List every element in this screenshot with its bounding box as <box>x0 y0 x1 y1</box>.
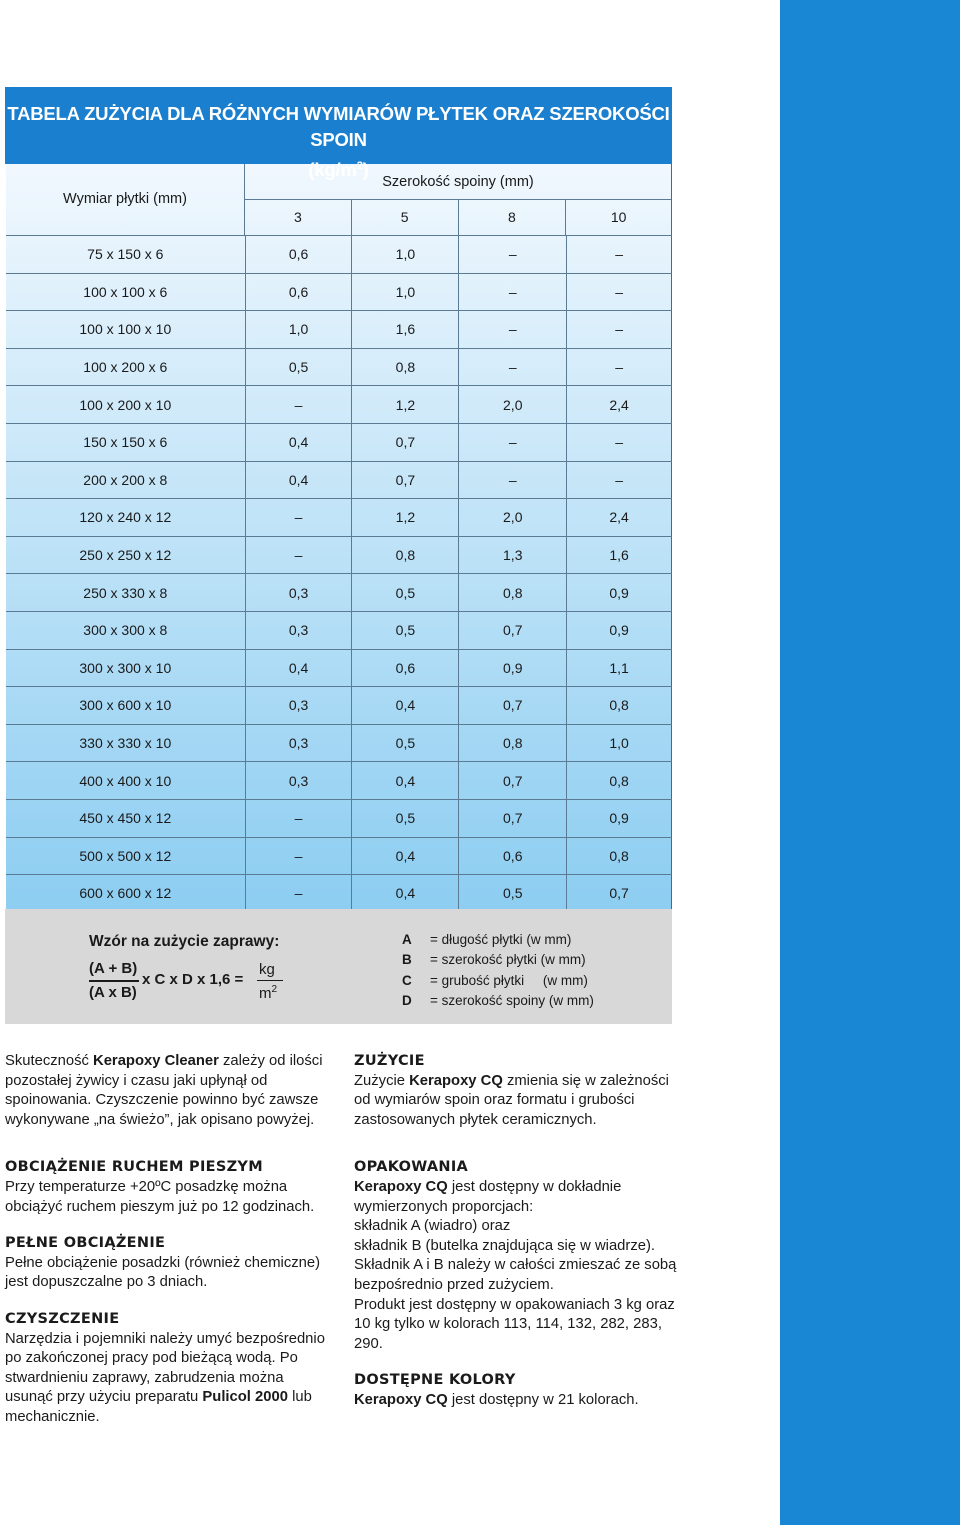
consumption-cell: 1,0 <box>352 274 459 311</box>
consumption-cell: 0,5 <box>459 875 567 911</box>
consumption-table <box>5 87 672 913</box>
consumption-cell: – <box>246 875 353 911</box>
consumption-cell: 0,8 <box>567 687 672 724</box>
table-row <box>6 349 672 387</box>
consumption-cell: 0,6 <box>246 274 353 311</box>
consumption-cell: 0,7 <box>459 687 567 724</box>
heading-packaging: OPAKOWANIA <box>354 1159 469 1176</box>
tile-size-cell: 100 x 100 x 6 <box>6 274 246 311</box>
consumption-cell: 0,7 <box>459 800 567 837</box>
tile-size-cell: 150 x 150 x 6 <box>6 424 246 461</box>
tile-size-cell: 120 x 240 x 12 <box>6 499 246 536</box>
consumption-cell: 0,4 <box>246 650 353 687</box>
packaging-paragraph-5: Produkt jest dostępny w opakowaniach 3 kg oraz 10 kg tylko w kolorach 113, 114, 132, 282, 283, 290. <box>354 1296 675 1352</box>
consumption-cell: 1,6 <box>567 537 672 574</box>
consumption-cell: 0,3 <box>246 687 353 724</box>
consumption-cell: 0,7 <box>352 462 459 499</box>
consumption-cell: – <box>246 838 353 875</box>
table-row <box>6 236 672 274</box>
consumption-cell: – <box>459 274 567 311</box>
left-text-column <box>5 1052 325 1428</box>
column-header: 8 <box>459 200 567 235</box>
consumption-cell: – <box>459 236 567 273</box>
packaging-paragraph-2: składnik A (wiadro) oraz <box>354 1218 511 1235</box>
packaging-paragraph-3: składnik B (butelka znajdująca się w wiadrze). <box>354 1237 656 1254</box>
consumption-cell: – <box>246 386 353 423</box>
unit-numerator: kg <box>259 961 275 978</box>
consumption-cell: – <box>567 236 672 273</box>
tile-size-cell: 200 x 200 x 8 <box>6 462 246 499</box>
table-header <box>6 164 672 236</box>
cleaner-paragraph: Skuteczność Kerapoxy Cleaner zależy od ilości pozostałej żywicy i czasu jaki upłynął od spoinowania. Czyszczenie powinno być zawsze wykonywane „na świeżo”, jak opisano powyżej. <box>5 1053 323 1128</box>
tile-size-cell: 330 x 330 x 10 <box>6 725 246 762</box>
consumption-cell: 0,5 <box>352 725 459 762</box>
consumption-cell: – <box>459 462 567 499</box>
consumption-cell: 0,7 <box>459 612 567 649</box>
consumption-cell: 0,3 <box>246 725 353 762</box>
consumption-cell: 0,6 <box>459 838 567 875</box>
consumption-cell: – <box>567 424 672 461</box>
consumption-cell: 0,5 <box>352 612 459 649</box>
fraction-line <box>89 980 139 982</box>
column-header: 5 <box>352 200 459 235</box>
consumption-cell: 1,3 <box>459 537 567 574</box>
consumption-cell: 0,3 <box>246 612 353 649</box>
consumption-cell: 1,0 <box>352 236 459 273</box>
consumption-cell: 1,0 <box>567 725 672 762</box>
consumption-cell: 0,8 <box>352 537 459 574</box>
heading-cleaning: CZYSZCZENIE <box>5 1310 120 1327</box>
consumption-cell: 0,7 <box>459 762 567 799</box>
table-grid <box>5 164 672 913</box>
tile-size-cell: 300 x 300 x 10 <box>6 650 246 687</box>
tile-size-cell: 250 x 250 x 12 <box>6 537 246 574</box>
table-row <box>6 462 672 500</box>
table-row <box>6 499 672 537</box>
consumption-cell: 0,6 <box>352 650 459 687</box>
consumption-cell: 2,4 <box>567 386 672 423</box>
tile-size-cell: 600 x 600 x 12 <box>6 875 246 911</box>
right-text-column <box>354 1052 684 1411</box>
table-title-line1: TABELA ZUŻYCIA DLA RÓŻNYCH WYMIARÓW PŁYTEK ORAZ SZEROKOŚCI SPOIN <box>7 103 670 150</box>
consumption-cell: 1,6 <box>352 311 459 348</box>
consumption-cell: – <box>567 349 672 386</box>
formula-numerator: (A + B) <box>89 960 138 977</box>
tile-size-cell: 450 x 450 x 12 <box>6 800 246 837</box>
consumption-cell: 0,4 <box>352 875 459 911</box>
table-title <box>5 87 672 181</box>
consumption-cell: 0,9 <box>459 650 567 687</box>
table-row <box>6 650 672 688</box>
table-body <box>6 236 672 913</box>
foot-traffic-paragraph: Przy temperaturze +20ºC posadzkę można obciążyć ruchem pieszym już po 12 godzinach. <box>5 1178 315 1215</box>
tile-size-cell: 100 x 200 x 10 <box>6 386 246 423</box>
consumption-cell: – <box>567 274 672 311</box>
side-color-bar <box>780 0 960 1525</box>
table-row <box>6 762 672 800</box>
formula-box <box>5 909 672 1024</box>
consumption-cell: 0,8 <box>459 574 567 611</box>
consumption-cell: 0,3 <box>246 574 353 611</box>
definition-b: B = szerokość płytki (w mm) <box>402 952 586 968</box>
consumption-cell: – <box>459 349 567 386</box>
column-headers <box>245 200 671 235</box>
consumption-cell: 0,5 <box>246 349 353 386</box>
tile-size-cell: 400 x 400 x 10 <box>6 762 246 799</box>
heading-usage: ZUŻYCIE <box>354 1053 425 1069</box>
row-header-label: Wymiar płytki (mm) <box>6 164 245 235</box>
definition-a: A = długość płytki (w mm) <box>402 932 572 947</box>
consumption-cell: 0,4 <box>352 838 459 875</box>
tile-size-cell: 100 x 100 x 10 <box>6 311 246 348</box>
table-row <box>6 612 672 650</box>
unit-fraction-line <box>257 980 283 981</box>
tile-size-cell: 100 x 200 x 6 <box>6 349 246 386</box>
consumption-cell: 0,5 <box>352 574 459 611</box>
consumption-cell: – <box>246 499 353 536</box>
colors-paragraph: Kerapoxy CQ jest dostępny w 21 kolorach. <box>354 1391 639 1408</box>
table-row <box>6 838 672 876</box>
table-row <box>6 687 672 725</box>
consumption-cell: 0,8 <box>352 349 459 386</box>
consumption-cell: 0,6 <box>246 236 353 273</box>
consumption-cell: 0,9 <box>567 574 672 611</box>
definition-c: C = grubość płytki (w mm) <box>402 972 588 988</box>
formula-denominator: (A x B) <box>89 984 137 1001</box>
unit-denominator: $m^2$ <box>259 984 278 1002</box>
column-header: 3 <box>245 200 352 235</box>
joint-width-header <box>245 164 672 235</box>
consumption-cell: 1,2 <box>352 386 459 423</box>
table-row <box>6 574 672 612</box>
consumption-cell: – <box>246 800 353 837</box>
consumption-cell: 0,4 <box>352 762 459 799</box>
consumption-cell: 0,5 <box>352 800 459 837</box>
tile-size-cell: 500 x 500 x 12 <box>6 838 246 875</box>
table-title-unit: $(kg/m^2)$ <box>308 159 369 181</box>
consumption-cell: 0,7 <box>567 875 672 911</box>
consumption-cell: 2,0 <box>459 386 567 423</box>
heading-colors: DOSTĘPNE KOLORY <box>354 1372 516 1389</box>
table-row <box>6 386 672 424</box>
consumption-cell: 0,9 <box>567 800 672 837</box>
formula-title: Wzór na zużycie zaprawy: <box>89 933 280 950</box>
consumption-cell: 0,8 <box>459 725 567 762</box>
consumption-cell: – <box>567 462 672 499</box>
variable-definitions <box>402 930 594 1011</box>
table-row <box>6 311 672 349</box>
consumption-cell: 0,8 <box>567 838 672 875</box>
column-header: 10 <box>610 209 627 226</box>
table-row <box>6 274 672 312</box>
tile-size-cell: 300 x 600 x 10 <box>6 687 246 724</box>
table-row <box>6 725 672 763</box>
tile-size-cell: 75 x 150 x 6 <box>6 236 246 273</box>
consumption-cell: 0,4 <box>352 687 459 724</box>
consumption-cell: 2,4 <box>567 499 672 536</box>
consumption-cell: 1,1 <box>567 650 672 687</box>
cleaning-paragraph: Narzędzia i pojemniki należy umyć bezpośrednio po zakończonej pracy pod bieżącą wodą. Po stwardnieniu zaprawy, zabrudzenia można usunąć przy użyciu preparatu Pulicol 2000 lub mechanicznie. <box>5 1330 325 1425</box>
definition-d: D = szerokość spoiny (w mm) <box>402 992 594 1008</box>
group-header-label: Szerokość spoiny (mm) <box>245 164 671 200</box>
tile-size-cell: 250 x 330 x 8 <box>6 574 246 611</box>
consumption-cell: 0,3 <box>246 762 353 799</box>
packaging-paragraph-1: Kerapoxy CQ jest dostępny w dokładnie wymierzonych proporcjach: <box>354 1178 622 1215</box>
packaging-paragraph-4: Składnik A i B należy w całości zmieszać ze sobą bezpośrednio przed zużyciem. <box>354 1257 677 1293</box>
heading-full-load: PEŁNE OBCIĄŻENIE <box>5 1235 166 1252</box>
consumption-cell: – <box>567 311 672 348</box>
consumption-cell: 1,2 <box>352 499 459 536</box>
tile-size-cell: 300 x 300 x 8 <box>6 612 246 649</box>
table-row <box>6 800 672 838</box>
table-row <box>6 875 672 913</box>
consumption-cell: – <box>246 537 353 574</box>
table-row <box>6 424 672 462</box>
consumption-cell: 0,4 <box>246 424 353 461</box>
consumption-cell: 0,4 <box>246 462 353 499</box>
full-load-paragraph: Pełne obciążenie posadzki (również chemiczne) jest dopuszczalne po 3 dniach. <box>5 1254 321 1291</box>
consumption-cell: – <box>459 311 567 348</box>
table-row <box>6 537 672 575</box>
consumption-cell: 0,9 <box>567 612 672 649</box>
usage-paragraph: Zużycie Kerapoxy CQ zmienia się w zależności od wymiarów spoin oraz formatu i grubości zastosowanych płytek ceramicznych. <box>354 1072 669 1128</box>
consumption-cell: 2,0 <box>459 499 567 536</box>
consumption-cell: 1,0 <box>246 311 353 348</box>
consumption-cell: 0,7 <box>352 424 459 461</box>
formula-multiplier: x C x D x 1,6 = <box>142 971 244 988</box>
consumption-cell: – <box>459 424 567 461</box>
consumption-cell: 0,8 <box>567 762 672 799</box>
heading-foot-traffic: OBCIĄŻENIE RUCHEM PIESZYM <box>5 1159 263 1176</box>
